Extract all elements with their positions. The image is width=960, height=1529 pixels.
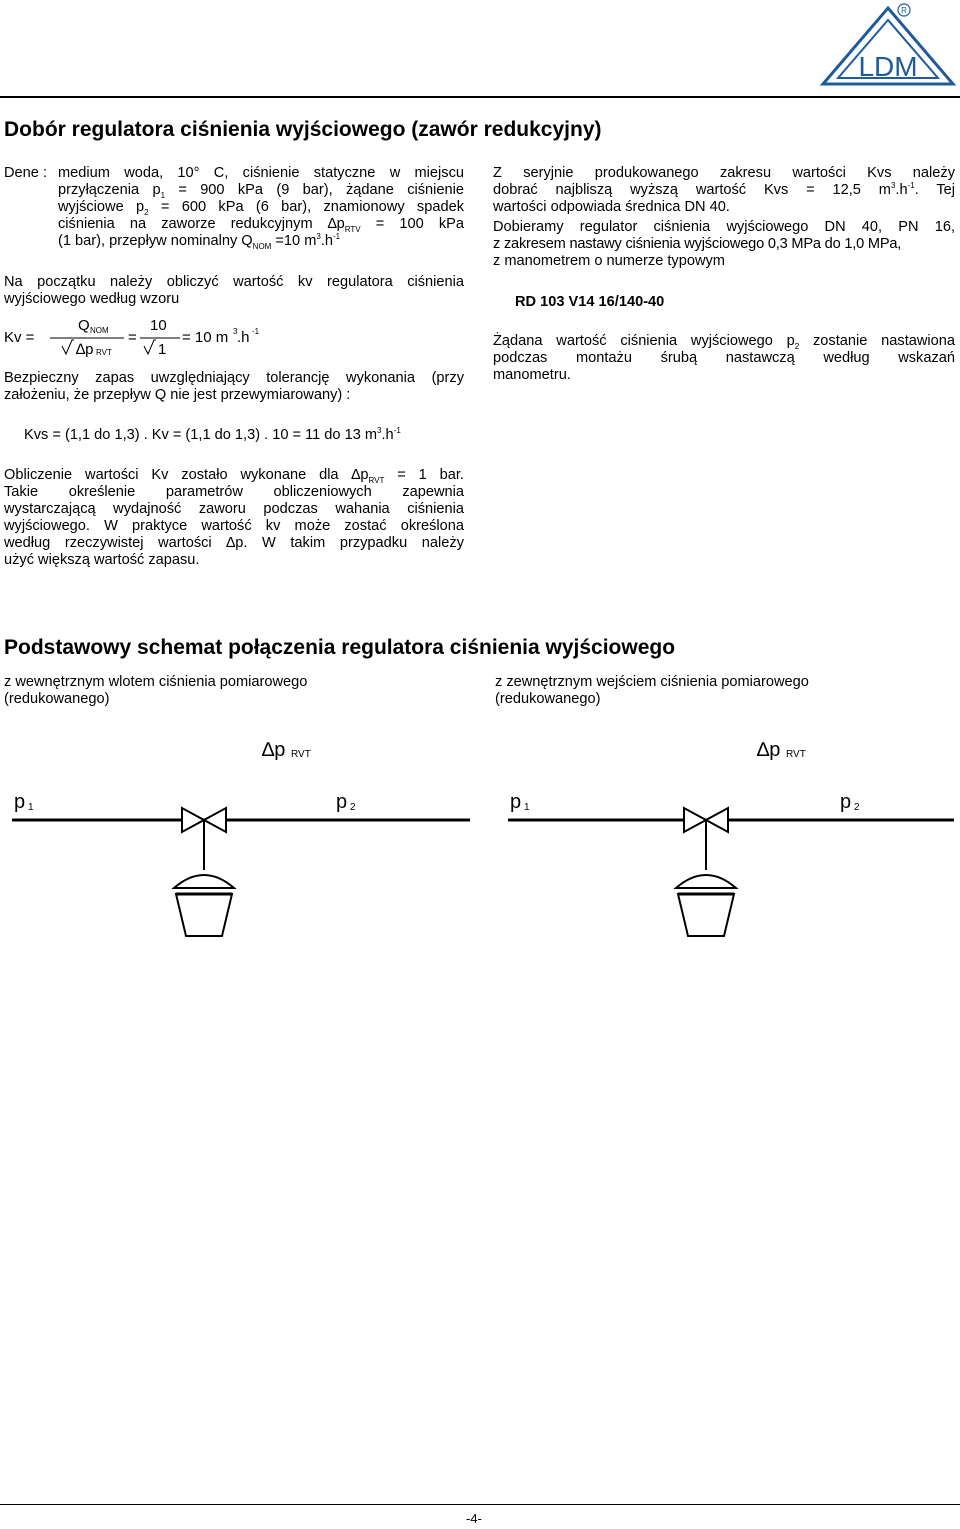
calc-line-4: wyjściowego. W praktyce wartość kv może zostać określona <box>4 518 464 534</box>
dp-sub-left: RVT <box>291 749 311 760</box>
calc-line-2: Takie określenie parametrów obliczeniowych zapewnia <box>4 484 464 500</box>
formula-result-unit: .h <box>237 329 250 346</box>
left-caption-2: (redukowanego) <box>4 691 110 707</box>
dp-label-left: ∆p <box>262 739 286 761</box>
right-caption-2: (redukowanego) <box>495 691 601 707</box>
footer-rule <box>0 1504 960 1505</box>
safety-line-1: Bezpieczny zapas uwzględniający tolerancję wykonania (przy <box>4 370 464 386</box>
svg-text:R: R <box>901 6 907 15</box>
kvs-formula: Kvs = (1,1 do 1,3) . Kv = (1,1 do 1,3) . 10 = 11 do 13 $m^3.h^{-1}$ <box>24 426 401 443</box>
right-a-line-3: wartości odpowiada średnica DN 40. <box>493 199 730 215</box>
right-b-line-1: Dobieramy regulator ciśnienia wyjściowego DN 40, PN 16, <box>493 219 955 235</box>
actuator-icon <box>676 875 736 888</box>
right-caption-1: z zewnętrznym wejściem ciśnienia pomiarowego <box>495 674 809 690</box>
p1-sub-right: 1 <box>524 802 530 813</box>
dane-line-3: wyjściowe $p_2 = 600$ kPa (6 bar), znamionowy spadek <box>58 199 464 217</box>
intro-line-1: Na początku należy obliczyć wartość kv regulatora ciśnienia <box>4 274 464 290</box>
formula-num1-sub: NOM <box>90 326 109 335</box>
dane-line-4: ciśnienia na zaworze redukcyjnym $\Delta p_{RTV} = 100$ kPa <box>58 216 464 234</box>
diagram-internal <box>0 730 480 970</box>
formula-lhs: Kv = <box>4 329 35 346</box>
actuator-icon <box>174 875 234 888</box>
header-rule <box>0 96 960 98</box>
p1-label-left: p <box>14 791 26 813</box>
valve-icon <box>182 808 204 832</box>
formula-eq: = <box>128 329 137 346</box>
formula-result-unit-sup: -1 <box>252 327 260 336</box>
right-c-line-3: manometru. <box>493 367 571 383</box>
p2-label-right: p <box>840 791 852 813</box>
calc-line-1: Obliczenie wartości Kv zostało wykonane dla $\Delta p_{RVT} = 1$ bar. <box>4 467 464 485</box>
safety-line-2: założeniu, że przepływ Q nie jest przewymiarowany) : <box>4 387 351 403</box>
intro-line-2: wyjściowego według wzoru <box>4 291 180 307</box>
right-c-line-2: podczas montażu śrubą nastawczą według wskazań <box>493 350 955 366</box>
p2-sub-left: 2 <box>350 802 356 813</box>
p1-label-right: p <box>510 791 522 813</box>
dane-line-2: przyłączenia $p_1 = 900$ kPa (9 bar), żądane ciśnienie <box>58 182 464 200</box>
kv-formula <box>4 314 304 364</box>
valve-icon <box>684 808 706 832</box>
formula-den1-sub: RVT <box>96 348 112 357</box>
section1-title: Dobór regulatora ciśnienia wyjściowego (zawór redukcyjny) <box>4 118 602 141</box>
right-a-line-1: Z seryjnie produkowanego zakresu wartości Kvs należy <box>493 165 955 181</box>
right-b-line-3: z manometrem o numerze typowym <box>493 253 725 269</box>
formula-result-sup: 3 <box>233 327 238 336</box>
dp-sub-right: RVT <box>786 749 806 760</box>
logo-text: LDM <box>858 51 918 82</box>
formula-den2: 1 <box>158 341 167 358</box>
formula-num2: 10 <box>150 317 167 334</box>
dp-label-right: ∆p <box>757 739 781 761</box>
logo <box>818 2 958 88</box>
right-b-line-2: z zakresem nastawy ciśnienia wyjściowego 0,3 MPa do 1,0 MPa, <box>493 236 902 252</box>
formula-den1: ∆p <box>76 341 94 358</box>
p2-sub-right: 2 <box>854 802 860 813</box>
page-number: -4- <box>466 1511 482 1526</box>
formula-result: = 10 m <box>182 329 229 346</box>
p1-sub-left: 1 <box>28 802 34 813</box>
ldm-logo-icon <box>818 2 958 88</box>
calc-line-3: wystarczającą wydajność zaworu podczas wahania ciśnienia <box>4 501 464 517</box>
right-a-line-2: dobrać najbliszą wyższą wartość Kvs = 12,5 $m^3.h^{-1}$. Tej <box>493 181 955 198</box>
diagram-external <box>480 730 960 970</box>
formula-num1: Q <box>78 317 90 334</box>
section2-title: Podstawowy schemat połączenia regulatora ciśnienia wyjściowego <box>4 636 676 659</box>
calc-line-5: według rzeczywistej wartości ∆p. W takim przypadku należy <box>4 535 464 551</box>
model-number: RD 103 V14 16/140-40 <box>515 294 665 310</box>
dane-label: Dene : <box>4 165 47 181</box>
p2-label-left: p <box>336 791 348 813</box>
dane-line-1: medium woda, 10° C, ciśnienie statyczne w miejscu <box>58 165 464 181</box>
dane-line-5: (1 bar), przepływ nominalny $Q_{NOM} =10$ $m^3.h^{-1}$ <box>58 232 341 251</box>
calc-line-6: użyć większą wartość zapasu. <box>4 552 200 568</box>
left-caption-1: z wewnętrznym wlotem ciśnienia pomiarowego <box>4 674 308 690</box>
right-c-line-1: Żądana wartość ciśnienia wyjściowego $p_2$ zostanie nastawiona <box>493 333 955 351</box>
